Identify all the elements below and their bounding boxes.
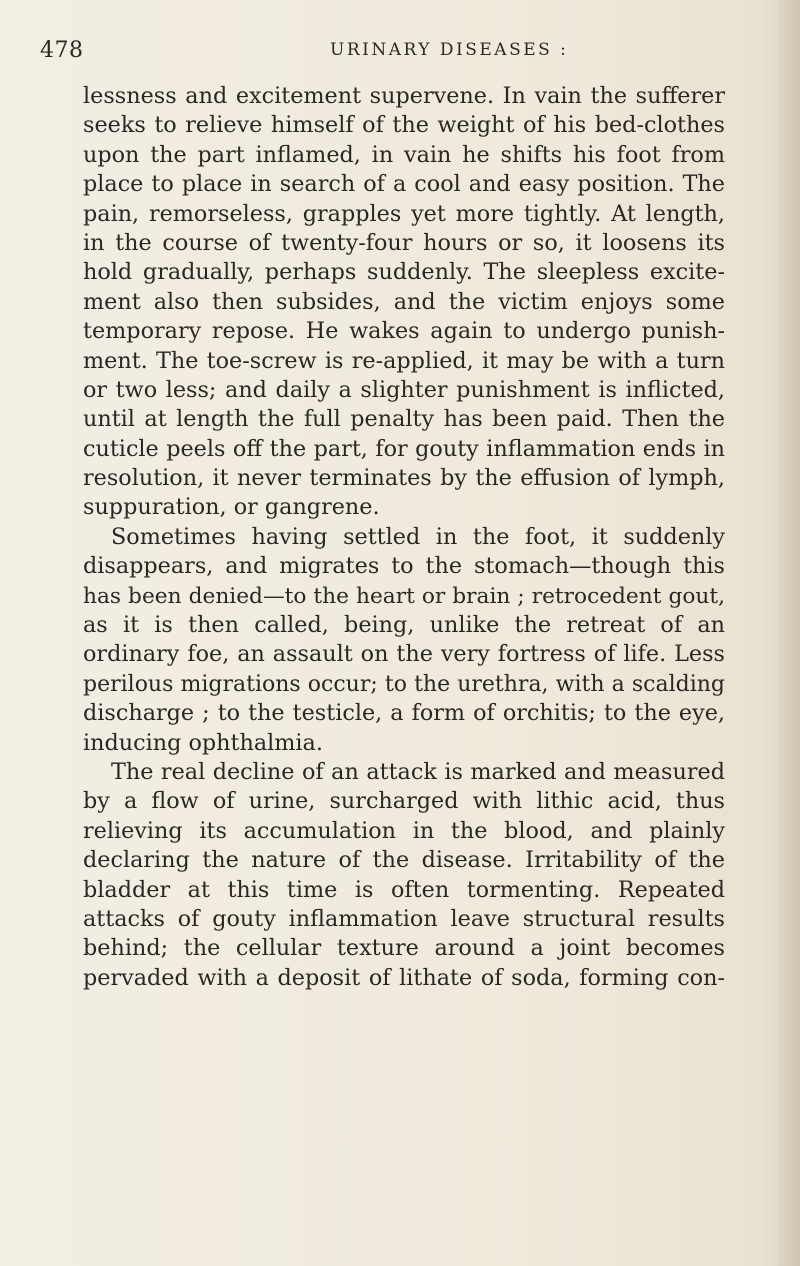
text-line: or two less; and daily a slighter punishment is inflicted,	[83, 376, 725, 403]
text-line: has been denied—to the heart or brain ; retrocedent gout,	[83, 583, 725, 609]
paragraph-start-line: Sometimes having settled in the foot, it suddenly	[111, 523, 725, 550]
page-header	[40, 38, 700, 68]
text-line: ment also then subsides, and the victim enjoys some	[83, 288, 725, 315]
text-line: by a flow of urine, surcharged with lithic acid, thus	[83, 788, 725, 815]
page-number: 478	[40, 38, 84, 63]
text-line: perilous migrations occur; to the urethra, with a scalding	[83, 671, 725, 697]
text-line: as it is then called, being, unlike the retreat of an	[83, 612, 725, 639]
text-line: discharge ; to the testicle, a form of orchitis; to the eye,	[83, 700, 725, 727]
text-line: disappears, and migrates to the stomach—though this	[83, 553, 725, 580]
text-line: hold gradually, perhaps suddenly. The sleepless excite-	[83, 259, 725, 286]
text-line: place to place in search of a cool and easy position. The	[83, 171, 725, 198]
text-line: inducing ophthalmia.	[83, 729, 323, 756]
text-line: resolution, it never terminates by the effusion of lymph,	[83, 465, 725, 492]
text-line: suppuration, or gangrene.	[83, 494, 380, 521]
paragraph-start-line: The real decline of an attack is marked and measured	[111, 758, 725, 785]
text-line: relieving its accumulation in the blood, and plainly	[83, 817, 725, 844]
text-line: until at length the full penalty has been paid. Then the	[83, 406, 725, 433]
text-line: bladder at this time is often tormenting. Repeated	[83, 876, 725, 903]
text-line: declaring the nature of the disease. Irritability of the	[83, 847, 725, 874]
adjacent-page-edge	[778, 0, 800, 1266]
text-line: pain, remorseless, grapples yet more tightly. At length,	[83, 200, 725, 227]
text-line: ordinary foe, an assault on the very fortress of life. Less	[83, 641, 725, 668]
text-line: lessness and excitement supervene. In vain the sufferer	[83, 83, 725, 109]
text-line: upon the part inflamed, in vain he shifts his foot from	[83, 141, 725, 168]
text-line: in the course of twenty-four hours or so, it loosens its	[83, 229, 725, 256]
text-line: pervaded with a deposit of lithate of soda, forming con-	[83, 964, 725, 991]
text-line: cuticle peels off the part, for gouty inflammation ends in	[83, 435, 725, 462]
text-line: behind; the cellular texture around a joint becomes	[83, 935, 725, 962]
body-text	[83, 82, 725, 993]
text-line: ment. The toe-screw is re-applied, it may be with a turn	[83, 347, 725, 374]
running-head: URINARY DISEASES :	[330, 40, 569, 60]
text-line: attacks of gouty inflammation leave structural results	[83, 905, 725, 932]
text-line: seeks to relieve himself of the weight of his bed-clothes	[83, 112, 725, 139]
text-line: temporary repose. He wakes again to undergo punish-	[83, 318, 725, 345]
